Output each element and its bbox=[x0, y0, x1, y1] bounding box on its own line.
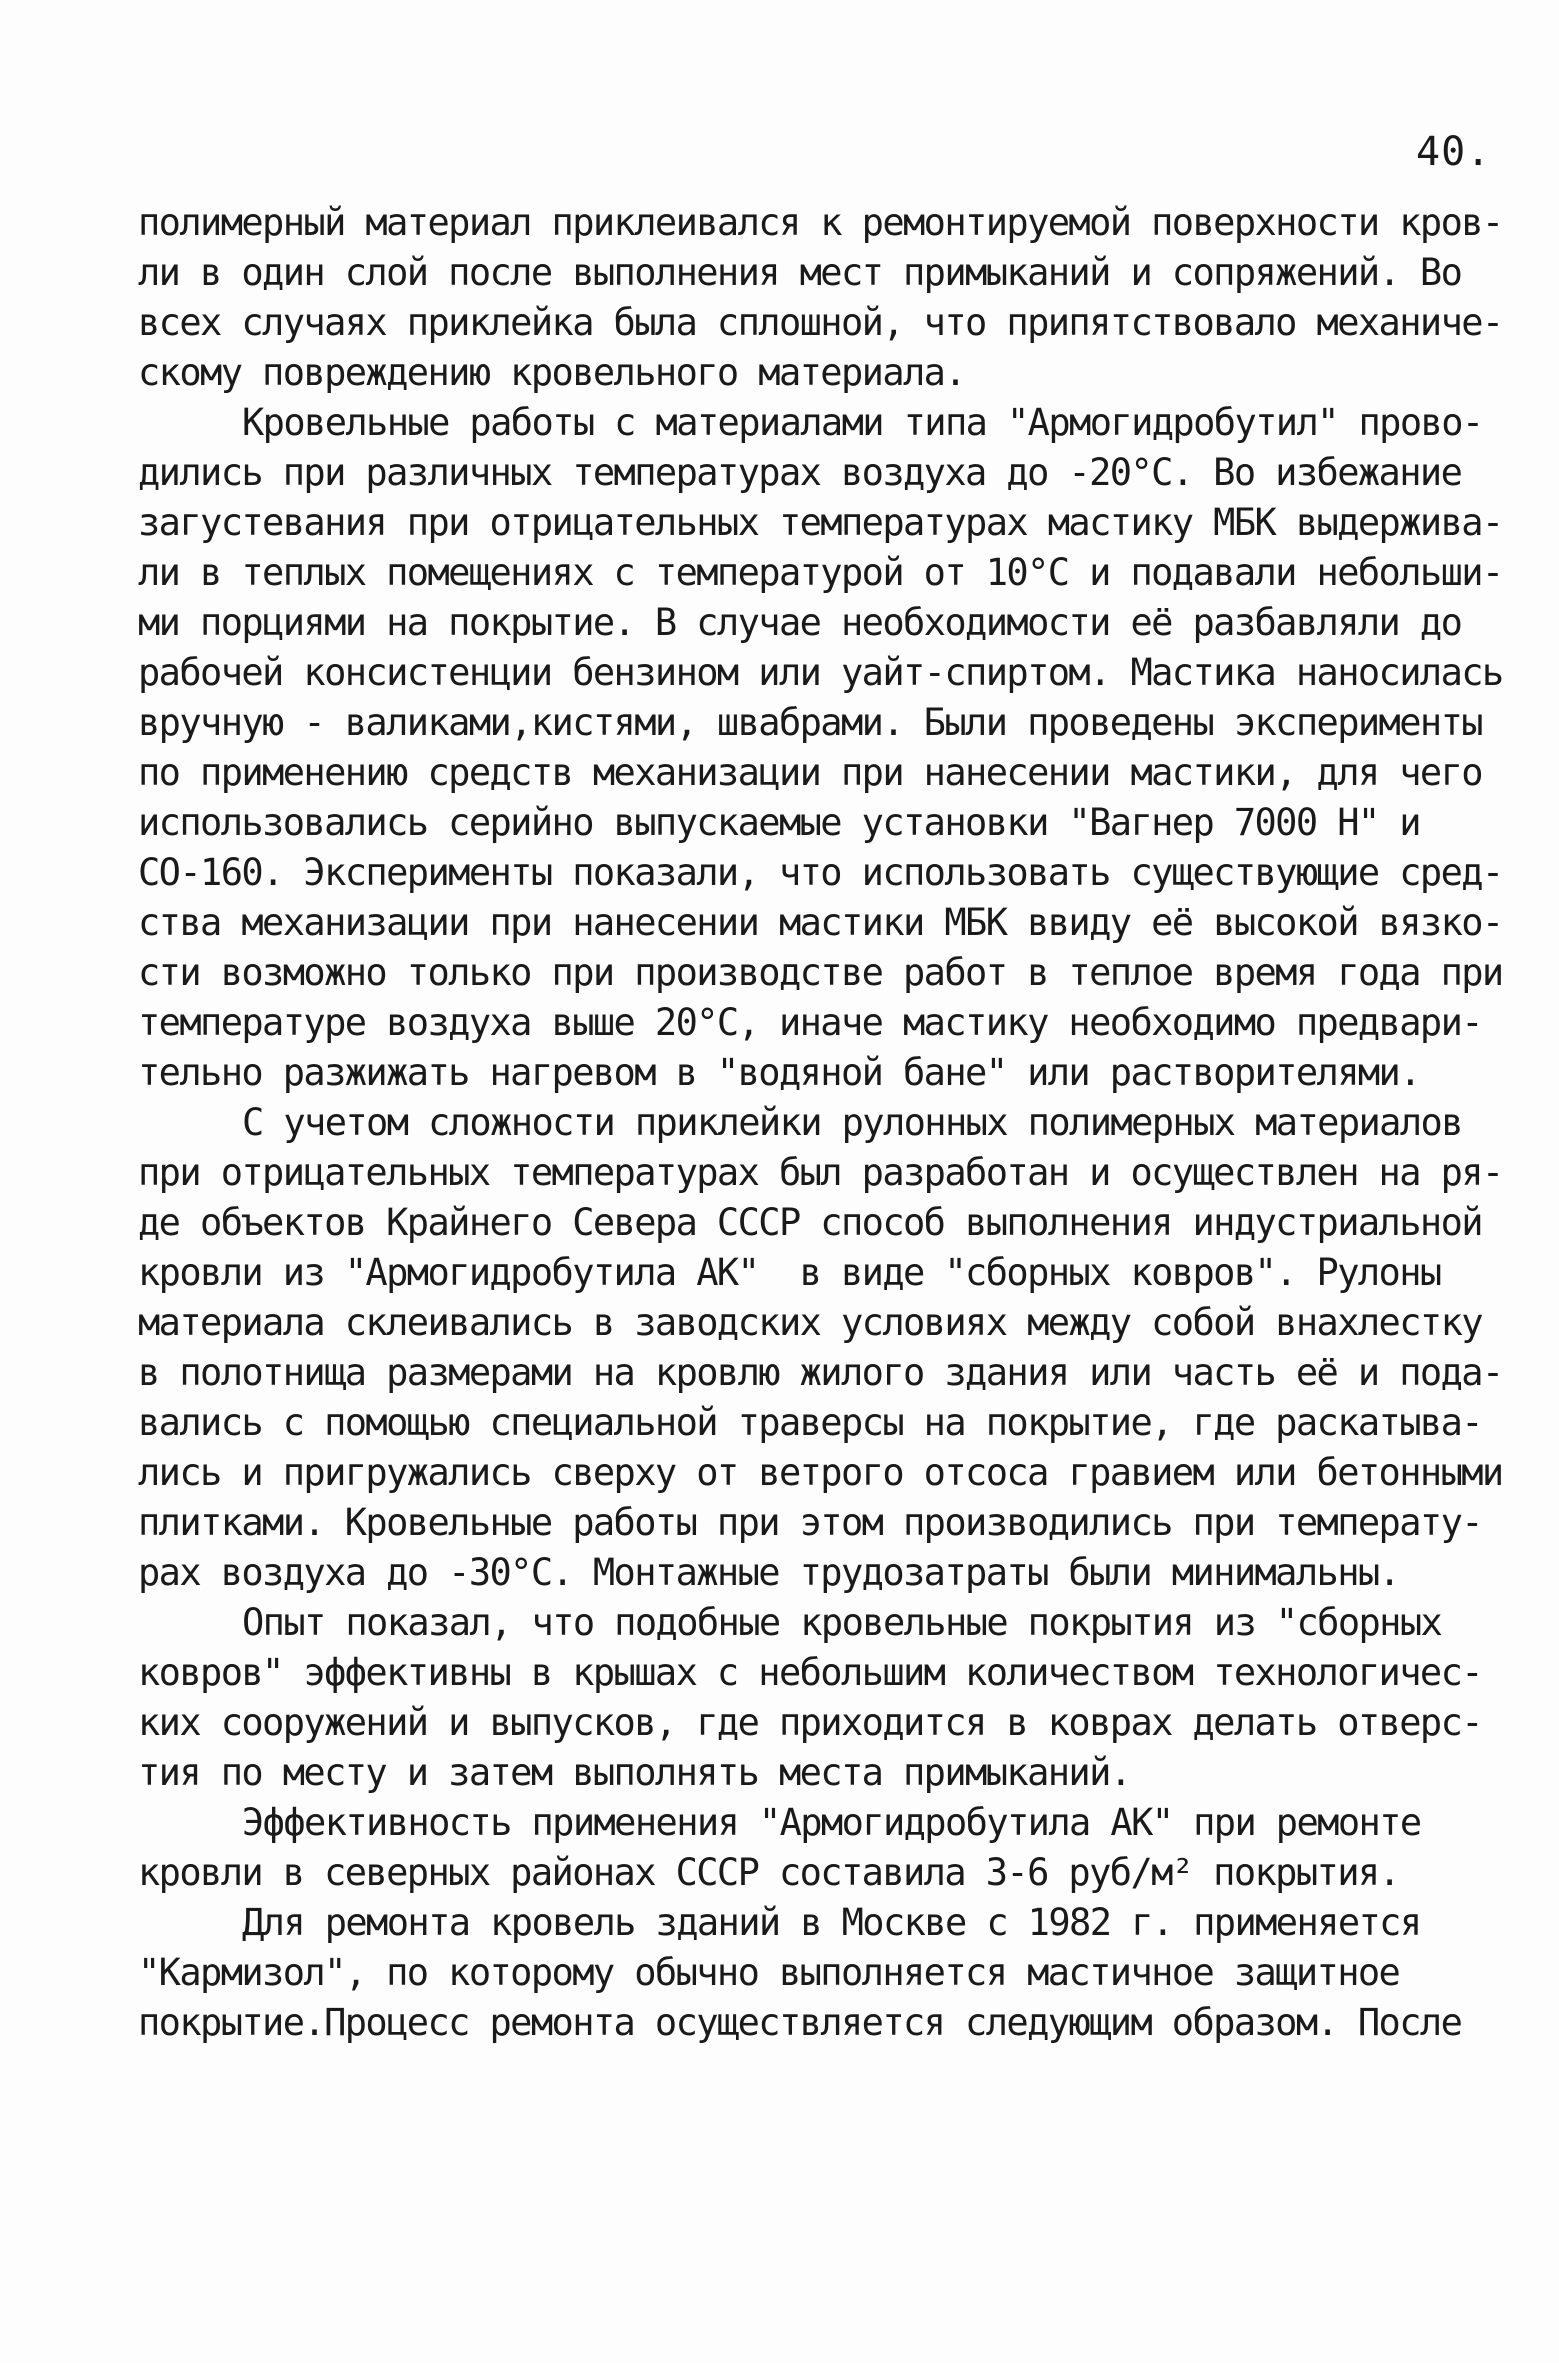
text-line: покрытие.Процесс ремонта осуществляется следующим образом. После bbox=[138, 2001, 1462, 2044]
paragraph-start-line: Опыт показал, что подобные кровельные покрытия из "сборных bbox=[242, 1601, 1442, 1644]
text-line: ства механизации при нанесении мастики МБК ввиду её высокой вязко- bbox=[138, 901, 1503, 944]
text-line: кровли из "Армогидробутила АК" в виде "сборных ковров". Рулоны bbox=[138, 1251, 1441, 1294]
text-line: материала склеивались в заводских условиях между собой внахлестку bbox=[138, 1301, 1482, 1344]
text-line: плитками. Кровельные работы при этом производились при температу- bbox=[138, 1501, 1482, 1544]
paragraph-start-line: Для ремонта кровель зданий в Москве с 1982 г. применяется bbox=[242, 1901, 1421, 1944]
text-line: скому повреждению кровельного материала. bbox=[138, 351, 966, 394]
text-line: при отрицательных температурах был разработан и осуществлен на ря- bbox=[138, 1151, 1503, 1194]
text-line: СО-160. Эксперименты показали, что использовать существующие сред- bbox=[138, 851, 1503, 894]
text-line: ких сооружений и выпусков, где приходится в коврах делать отверс- bbox=[138, 1701, 1482, 1744]
text-line: по применению средств механизации при нанесении мастики, для чего bbox=[138, 751, 1482, 794]
text-line: тия по месту и затем выполнять места примыканий. bbox=[138, 1751, 1131, 1794]
text-line: тельно разжижать нагревом в "водяной бане" или растворителями. bbox=[138, 1051, 1420, 1094]
text-line: кровли в северных районах СССР составила 3-6 руб/м² покрытия. bbox=[138, 1851, 1400, 1894]
paragraph-start-line: Кровельные работы с материалами типа "Армогидробутил" прово- bbox=[242, 401, 1483, 444]
text-line: всех случаях приклейка была сплошной, что припятствовало механиче- bbox=[138, 301, 1503, 344]
text-line: дились при различных температурах воздуха до -20°С. Во избежание bbox=[138, 451, 1462, 494]
text-line: ковров" эффективны в крышах с небольшим количеством технологичес- bbox=[138, 1651, 1482, 1694]
text-line: де объектов Крайнего Севера СССР способ выполнения индустриальной bbox=[138, 1201, 1482, 1244]
text-line: использовались серийно выпускаемые установки "Вагнер 7000 Н" и bbox=[138, 801, 1420, 844]
text-line: "Кармизол", по которому обычно выполняется мастичное защитное bbox=[138, 1951, 1400, 1994]
text-line: вручную - валиками,кистями, швабрами. Были проведены эксперименты bbox=[138, 701, 1482, 744]
text-line: ли в теплых помещениях с температурой от 10°С и подавали небольши- bbox=[138, 551, 1503, 594]
body-text bbox=[138, 198, 1503, 2048]
paragraph-start-line: Эффективность применения "Армогидробутила АК" при ремонте bbox=[242, 1801, 1421, 1844]
text-line: полимерный материал приклеивался к ремонтируемой поверхности кров- bbox=[138, 201, 1503, 244]
text-line: сти возможно только при производстве работ в теплое время года при bbox=[138, 951, 1503, 994]
page-number: 40. bbox=[1416, 129, 1492, 175]
text-line: вались с помощью специальной траверсы на покрытие, где раскатыва- bbox=[138, 1401, 1482, 1444]
text-line: лись и пригружались сверху от ветрого отсоса гравием или бетонными bbox=[138, 1451, 1503, 1494]
text-line: ми порциями на покрытие. В случае необходимости её разбавляли до bbox=[138, 601, 1462, 644]
text-line: загустевания при отрицательных температурах мастику МБК выдержива- bbox=[138, 501, 1503, 544]
text-line: рабочей консистенции бензином или уайт-спиртом. Мастика наносилась bbox=[138, 651, 1503, 694]
text-line: температуре воздуха выше 20°С, иначе мастику необходимо предвари- bbox=[138, 1001, 1482, 1044]
text-line: ли в один слой после выполнения мест примыканий и сопряжений. Во bbox=[138, 251, 1462, 294]
text-line: рах воздуха до -30°С. Монтажные трудозатраты были минимальны. bbox=[138, 1551, 1400, 1594]
paragraph-start-line: С учетом сложности приклейки рулонных полимерных материалов bbox=[242, 1101, 1462, 1144]
text-line: в полотнища размерами на кровлю жилого здания или часть её и пода- bbox=[138, 1351, 1503, 1394]
